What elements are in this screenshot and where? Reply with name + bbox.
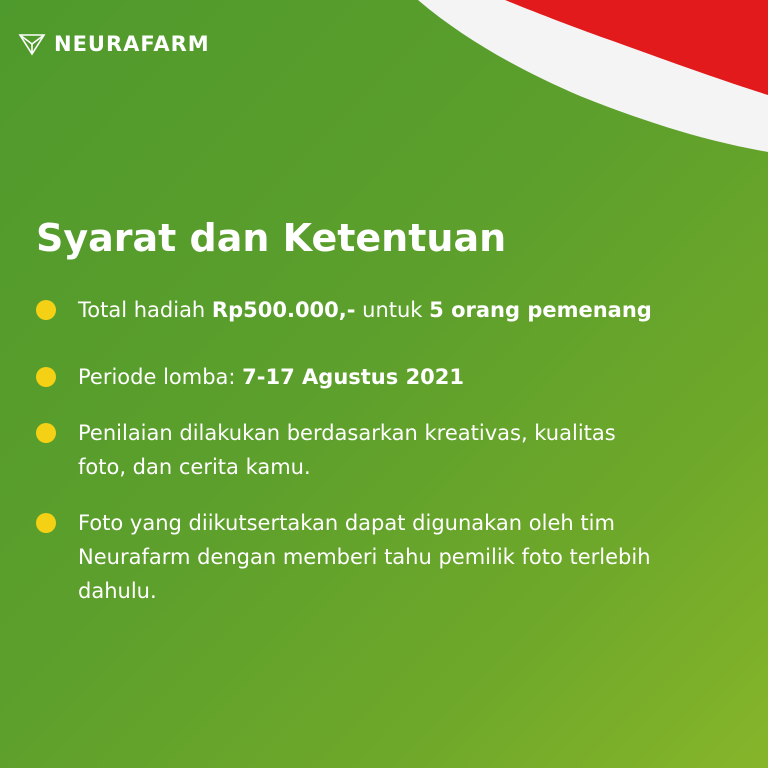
indonesian-flag <box>0 0 768 160</box>
bullet-dot <box>36 367 56 387</box>
bullet-dot <box>36 300 56 320</box>
bullet-dot <box>36 423 56 443</box>
page-title: Syarat dan Ketentuan <box>36 216 507 260</box>
list-item <box>36 360 748 394</box>
list-item <box>36 293 748 327</box>
list-item <box>36 416 748 484</box>
leaf-triangle-icon <box>18 32 46 56</box>
brand-name: NEURAFARM <box>54 32 210 56</box>
item-text: Foto yang diikutsertakan dapat digunakan oleh tim Neurafarm dengan memberi tahu pemilik foto terlebih dahulu. <box>78 511 651 603</box>
bullet-dot <box>36 513 56 533</box>
item-text: Penilaian dilakukan berdasarkan kreativas, kualitas foto, dan cerita kamu. <box>78 421 616 479</box>
list-item <box>36 506 748 608</box>
item-text: Periode lomba: 7-17 Agustus 2021 <box>78 365 465 389</box>
item-text: Total hadiah Rp500.000,- untuk 5 orang pemenang <box>78 298 652 322</box>
terms-list <box>36 293 748 608</box>
brand-logo <box>18 32 210 56</box>
